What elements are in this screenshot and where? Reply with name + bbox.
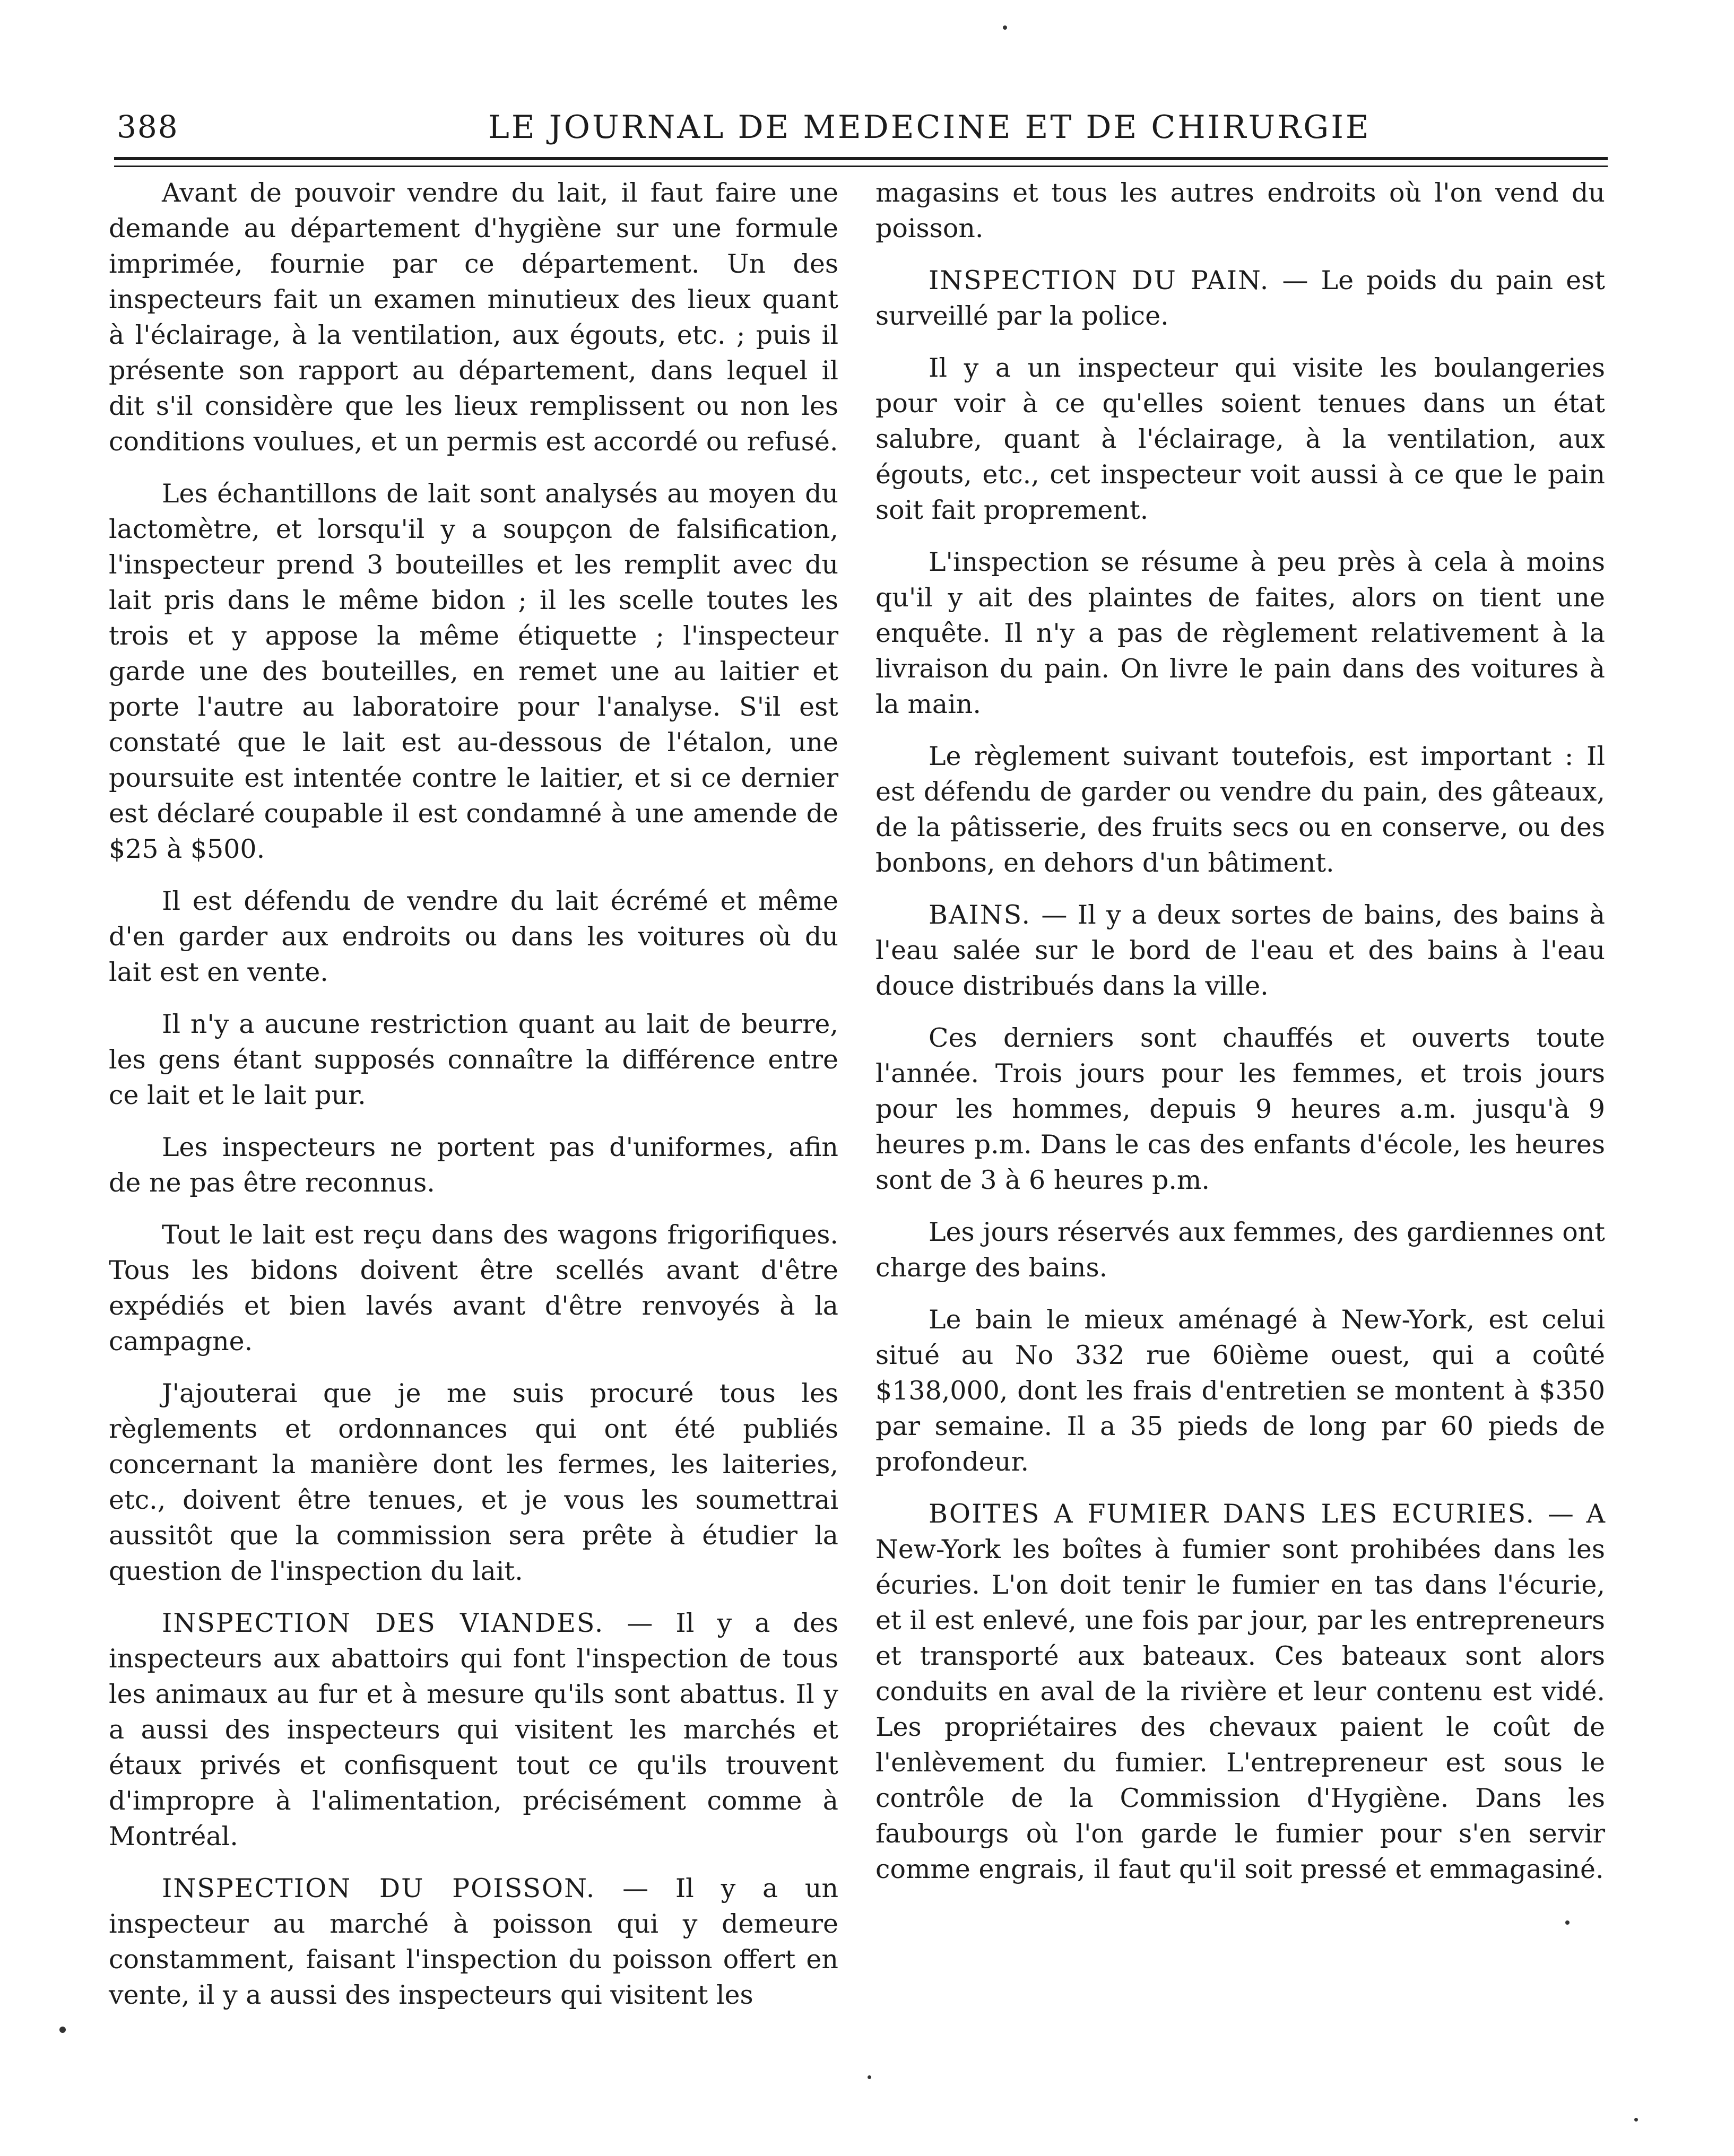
print-speck (1003, 25, 1007, 30)
print-speck (1634, 2118, 1638, 2122)
paragraph-lait-de-beurre: Il n'y a aucune restriction quant au lait de beurre, les gens étant supposés connaître la différence entre ce lait et le lait pur. (109, 1009, 838, 1110)
section-inspection-poisson (109, 1871, 838, 2013)
paragraph-bains-chauffes: Ces derniers sont chauffés et ouverts toute l'année. Trois jours pour les femmes, et trois jours pour les hommes, depuis 9 heures a.m. jusqu'à 9 heures p.m. Dans le cas des enfants d'école, les heures sont de 3 à 6 heures p.m. (875, 1023, 1605, 1195)
header-rule-thin (114, 166, 1608, 167)
paragraph-gardiennes: Les jours réservés aux femmes, des gardiennes ont charge des bains. (875, 1217, 1605, 1283)
left-column (109, 175, 838, 2029)
right-column (875, 175, 1605, 1903)
paragraph-wagons: Tout le lait est reçu dans des wagons frigorifiques. Tous les bidons doivent être scellés avant d'être expédiés et bien lavés avant d'être renvoyés à la campagne. (109, 1220, 838, 1357)
page-number: 388 (117, 109, 179, 145)
section-inspection-pain (875, 263, 1605, 334)
paragraph-reglement-pain: Le règlement suivant toutefois, est important : Il est défendu de garder ou vendre du pain, des gâteaux, de la pâtisserie, des fruits secs ou en conserve, ou des bonbons, en dehors d'un bâtiment. (875, 741, 1605, 878)
section-text-viandes: — Il y a des inspecteurs aux abattoirs qui font l'inspection de tous les animaux au fur et à mesure qu'ils sont abattus. Il y a aussi des inspecteurs qui visitent les marchés et étaux privés et confisquent tout ce qu'ils trouvent d'impropre à l'alimentation, précisément comme à Montréal. (109, 1608, 838, 1851)
section-heading-fumier: BOITES A FUMIER DANS LES ECURIES. (929, 1499, 1536, 1529)
paragraph-echantillons: Les échantillons de lait sont analysés au moyen du lactomètre, et lorsqu'il y a soupçon de falsification, l'inspecteur prend 3 bouteilles et les remplit avec du lait pris dans le même bidon ; il les scelle toutes les trois et y appose la même étiquette ; l'inspecteur garde une des bouteilles, en remet une au laitier et porte l'autre au laboratoire pour l'analyse. S'il est constaté que le lait est au-dessous de l'étalon, une poursuite est intentée contre le laitier, et si ce dernier est déclaré coupable il est condamné à une amende de $25 à $500. (109, 479, 838, 864)
section-text-fumier: — A New-York les boîtes à fumier sont prohibées dans les écuries. L'on doit tenir le fumier en tas dans l'écurie, et il est enlevé, une fois par jour, par les entrepreneurs et transporté aux bateaux. Ces bateaux sont alors conduits en aval de la rivière et leur contenu est vidé. Les propriétaires des chevaux paient le coût de l'enlèvement du fumier. L'entrepreneur est sous le contrôle de la Commission d'Hygiène. Dans les faubourgs où l'on garde le fumier pour s'en servir comme engrais, il faut qu'il soit pressé et emmagasiné. (875, 1499, 1606, 1884)
page-header (117, 103, 1605, 151)
paragraph-poisson-continued: magasins et tous les autres endroits où l'on vend du poisson. (875, 178, 1605, 244)
paragraph-uniformes: Les inspecteurs ne portent pas d'uniformes, afin de ne pas être reconnus. (109, 1132, 838, 1198)
section-text-pain: — Le poids du pain est surveillé par la police. (875, 265, 1605, 331)
section-inspection-viandes (109, 1605, 838, 1854)
paragraph-bain-new-york: Le bain le mieux aménagé à New-York, est celui situé au No 332 rue 60ième ouest, qui a coûté $138,000, dont les frais d'entretien se montent à $350 par semaine. Il a 35 pieds de long par 60 pieds de profondeur. (875, 1305, 1605, 1477)
section-text-poisson: — Il y a un inspecteur au marché à poisson qui y demeure constamment, faisant l'inspection du poisson offert en vente, il y a aussi des inspecteurs qui visitent les (109, 1873, 839, 2010)
section-heading-pain: INSPECTION DU PAIN. (929, 265, 1270, 295)
section-bains (875, 897, 1605, 1004)
paragraph-inspection-resume: L'inspection se résume à peu près à cela à moins qu'il y ait des plaintes de faites, alors on tient une enquête. Il n'y a pas de règlement relativement à la livraison du pain. On livre le pain dans des voitures à la main. (875, 547, 1605, 719)
header-rule-thick (114, 157, 1608, 160)
print-speck (868, 2075, 871, 2079)
section-heading-poisson: INSPECTION DU POISSON. (162, 1873, 596, 1903)
section-boites-fumier (875, 1496, 1605, 1887)
section-text-bains: — Il y a deux sortes de bains, des bains à l'eau salée sur le bord de l'eau et des bains à l'eau douce distribués dans la ville. (875, 900, 1606, 1001)
print-speck (59, 2027, 66, 2033)
section-heading-bains: BAINS. (929, 900, 1031, 930)
paragraph-reglements: J'ajouterai que je me suis procuré tous les règlements et ordonnances qui ont été publiés concernant la manière dont les fermes, les laiteries, etc., doivent être tenues, et je vous les soumettrai aussitôt que la commission sera prête à étudier la question de l'inspection du lait. (109, 1378, 838, 1586)
paragraph-boulangeries: Il y a un inspecteur qui visite les boulangeries pour voir à ce qu'elles soient tenues dans un état salubre, quant à l'éclairage, à la ventilation, aux égouts, etc., cet inspecteur voit aussi à ce que le pain soit fait proprement. (875, 353, 1605, 525)
journal-title: LE JOURNAL DE MEDECINE ET DE CHIRURGIE (488, 109, 1371, 146)
paragraph-permis-lait: Avant de pouvoir vendre du lait, il faut faire une demande au département d'hygiène sur une formule imprimée, fournie par ce département. Un des inspecteurs fait un examen minutieux des lieux quant à l'éclairage, à la ventilation, aux égouts, etc. ; puis il présente son rapport au département, dans lequel il dit s'il considère que les lieux remplissent ou non les conditions voulues, et un permis est accordé ou refusé. (109, 178, 838, 457)
section-heading-viandes: INSPECTION DES VIANDES. (162, 1608, 604, 1638)
paragraph-lait-ecreme: Il est défendu de vendre du lait écrémé et même d'en garder aux endroits ou dans les voitures où du lait est en vente. (109, 886, 838, 987)
print-speck (1565, 1920, 1570, 1925)
